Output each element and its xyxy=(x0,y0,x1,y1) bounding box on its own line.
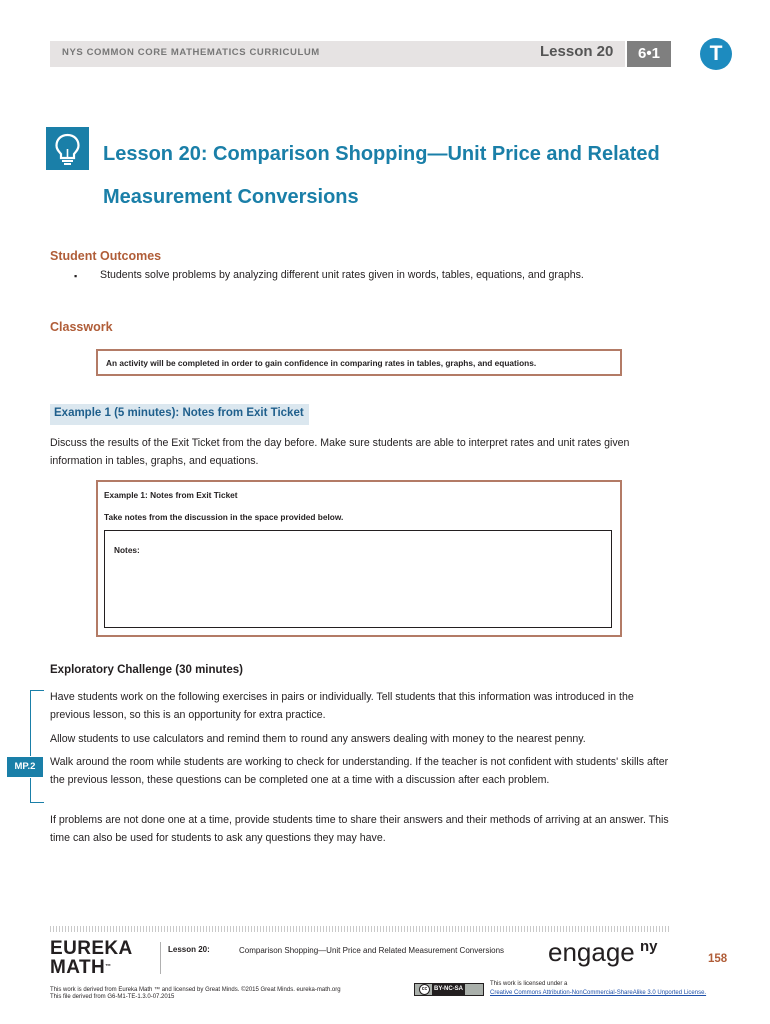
example1-heading: Example 1 (5 minutes): Notes from Exit Ticket xyxy=(50,404,309,425)
lightbulb-icon xyxy=(46,127,89,170)
footer-rule xyxy=(50,926,670,932)
lesson-title xyxy=(103,133,703,219)
lesson-title-line1: Lesson 20: Comparison Shopping—Unit Price and Related xyxy=(103,143,660,165)
activity-box: An activity will be completed in order to gain confidence in comparing rates in tables, graphs, and equations. xyxy=(96,349,622,376)
exploratory-para2: Allow students to use calculators and remind them to round any answers dealing with money to the nearest penny. xyxy=(50,733,586,745)
example1-discussion: Discuss the results of the Exit Ticket from the day before. Make sure students are able to interpret rates and unit rates given information in tables, graphs, and equations. xyxy=(50,437,630,467)
eureka-logo-line2 xyxy=(50,958,130,977)
cc-icon: cc xyxy=(419,984,430,995)
footer-lesson: Lesson 20: xyxy=(168,945,210,954)
footer-divider xyxy=(160,942,161,974)
cc-license-badge[interactable] xyxy=(414,983,484,996)
footer-file-notice: This file derived from G6-M1-TE-1.3.0-07.2015 xyxy=(50,994,175,1000)
engageny-logo: engage xyxy=(548,937,635,967)
notes-area[interactable] xyxy=(104,530,612,628)
footer-topic: Comparison Shopping—Unit Price and Related Measurement Conversions xyxy=(239,946,505,955)
header-lesson: Lesson 20 xyxy=(540,43,614,60)
eureka-logo-line1: EUREKA xyxy=(50,938,133,959)
classwork-heading: Classwork xyxy=(50,320,113,334)
mp2-tag: MP.2 xyxy=(7,757,43,777)
license-text: This work is licensed under a xyxy=(490,981,568,987)
eureka-logo-tm: ™ xyxy=(105,964,112,970)
footer-derived-notice: This work is derived from Eureka Math ™ and licensed by Great Minds. ©2015 Great Minds. eureka-math.org xyxy=(50,987,341,993)
cc-license-label: BY-NC-SA xyxy=(432,984,465,995)
exploratory-heading: Exploratory Challenge (30 minutes) xyxy=(50,664,243,676)
example1-box-instruction: Take notes from the discussion in the space provided below. xyxy=(104,512,344,522)
eureka-math-logo xyxy=(50,938,133,978)
engageny-logo-ny: ny xyxy=(640,938,658,955)
mp-bracket-line-lower xyxy=(30,778,31,802)
student-outcomes-heading: Student Outcomes xyxy=(50,249,162,263)
bullet-square-icon: ▪ xyxy=(74,271,78,281)
teacher-badge: T xyxy=(700,38,732,70)
lesson-title-line2: Measurement Conversions xyxy=(103,186,359,208)
exploratory-para3: Walk around the room while students are working to check for understanding. If the teacher is not confident with students' skills after the previous lesson, these questions can be completed one at a time with a discussion after each problem. xyxy=(50,756,669,786)
curriculum-label: NYS COMMON CORE MATHEMATICS CURRICULUM xyxy=(62,47,320,58)
mp-bracket-line xyxy=(30,690,31,756)
eureka-logo-math: MATH xyxy=(50,957,106,978)
license-link[interactable]: Creative Commons Attribution-NonCommercial-ShareAlike 3.0 Unported License. xyxy=(490,990,707,996)
exploratory-para4: If problems are not done one at a time, provide students time to share their answers and their methods of arriving at an answer. This time can also be used for students to ask any questions they may have. xyxy=(50,814,669,844)
grade-module-badge: 6•1 xyxy=(627,41,671,67)
outcome-bullet: Students solve problems by analyzing different unit rates given in words, tables, equations, and graphs. xyxy=(100,269,584,281)
example1-box-title: Example 1: Notes from Exit Ticket xyxy=(104,490,238,500)
exploratory-para1: Have students work on the following exercises in pairs or individually. Tell students that this information was introduced in the previous lesson, so this is an opportunity for extra practice. xyxy=(50,691,634,721)
mp-bracket-top xyxy=(30,690,44,691)
page-number: 158 xyxy=(708,953,728,965)
mp-bracket-bottom xyxy=(30,802,44,803)
notes-label: Notes: xyxy=(114,545,140,555)
